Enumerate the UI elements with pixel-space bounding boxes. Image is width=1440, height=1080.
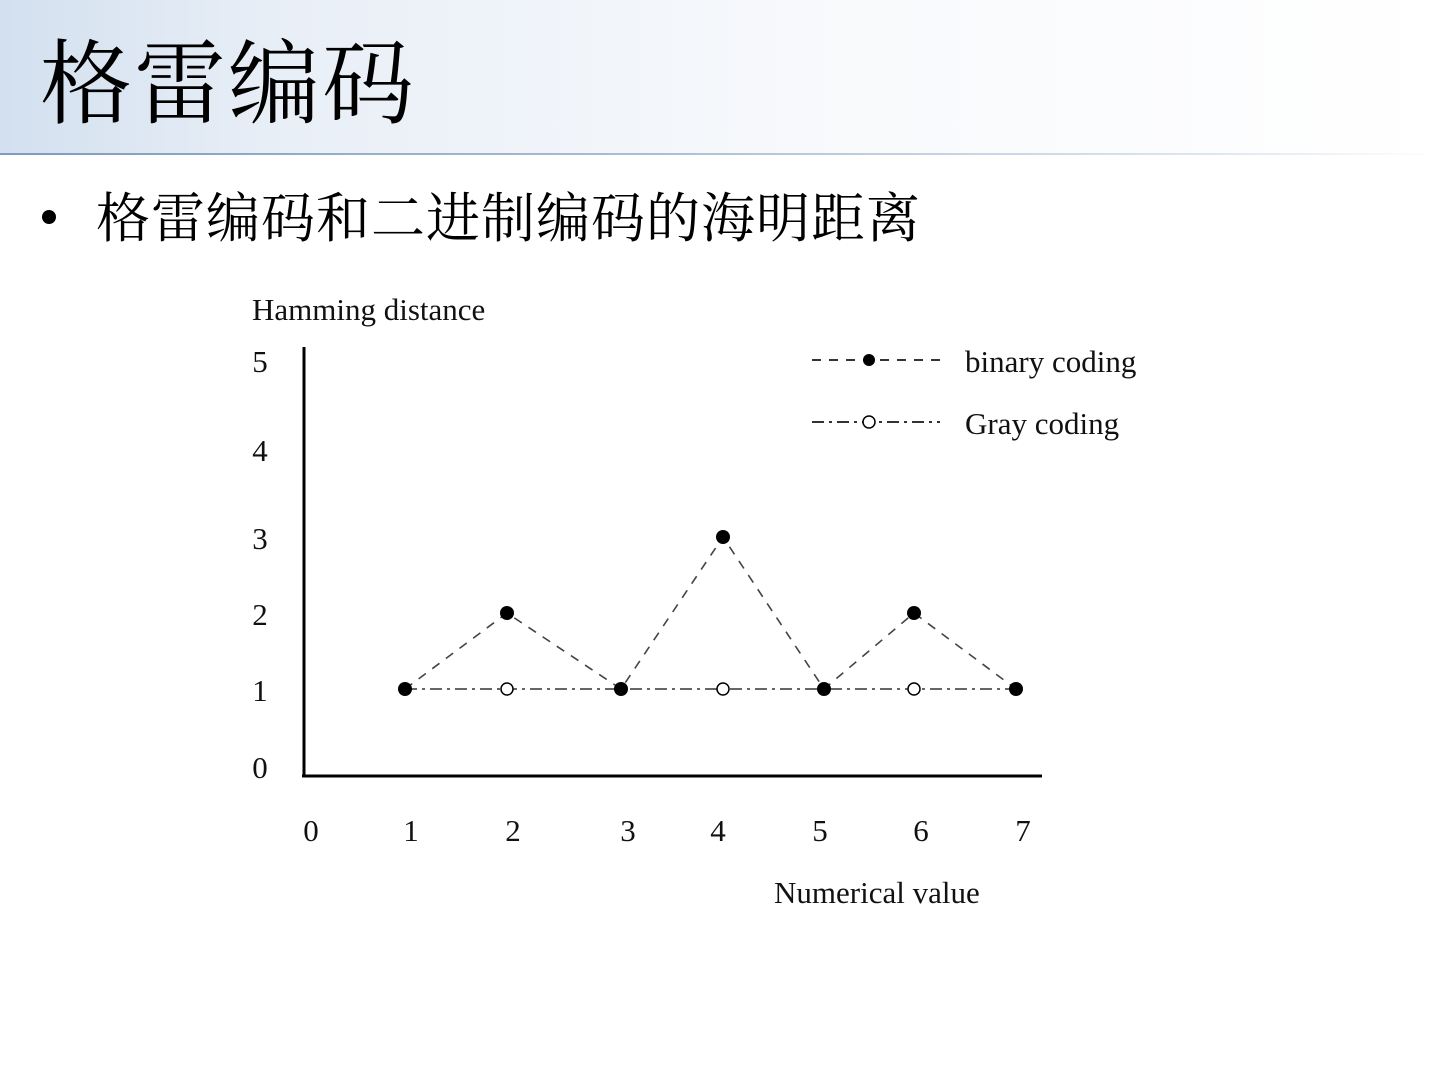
legend-binary-label: binary coding	[965, 344, 1137, 379]
gray-coding-point	[501, 683, 513, 695]
binary-coding-point	[1009, 682, 1023, 696]
slide-title: 格雷编码	[40, 31, 417, 138]
y-axis-label: Hamming distance	[252, 292, 486, 327]
x-tick-label: 7	[1015, 813, 1031, 848]
legend	[812, 344, 1136, 441]
series-lines	[405, 537, 1016, 689]
y-tick-label: 4	[252, 433, 268, 468]
legend-gray-label: Gray coding	[965, 406, 1120, 441]
y-tick-label: 3	[252, 521, 268, 556]
binary-coding-point	[614, 682, 628, 696]
x-tick-label: 4	[710, 813, 726, 848]
gray-coding-point	[908, 683, 920, 695]
binary-coding-point	[907, 606, 921, 620]
gray-coding-point	[717, 683, 729, 695]
x-tick-label: 6	[913, 813, 929, 848]
y-tick-labels	[252, 344, 268, 785]
legend-binary-marker	[863, 354, 875, 366]
binary-coding-point	[716, 530, 730, 544]
y-tick-label: 2	[252, 597, 268, 632]
binary-coding-point	[500, 606, 514, 620]
legend-gray-marker	[863, 416, 875, 428]
binary-coding-point	[817, 682, 831, 696]
x-tick-labels	[303, 813, 1031, 848]
y-tick-label: 5	[252, 344, 268, 379]
x-tick-label: 0	[303, 813, 319, 848]
x-axis-label: Numerical value	[774, 875, 980, 910]
x-tick-label: 3	[620, 813, 636, 848]
y-tick-label: 0	[252, 750, 268, 785]
y-tick-label: 1	[252, 673, 268, 708]
binary-coding-point	[398, 682, 412, 696]
x-tick-label: 2	[505, 813, 521, 848]
bullet-text: 格雷编码和二进制编码的海明距离	[96, 187, 921, 250]
binary-coding-line	[405, 537, 1016, 689]
x-tick-label: 1	[403, 813, 419, 848]
x-tick-label: 5	[812, 813, 828, 848]
